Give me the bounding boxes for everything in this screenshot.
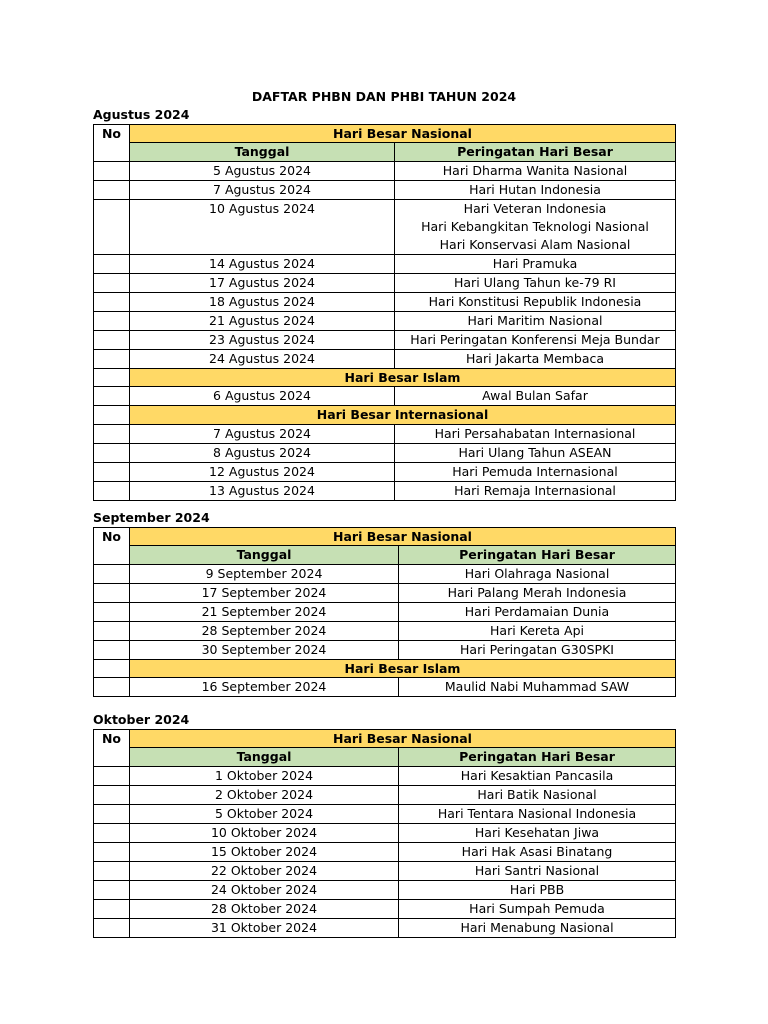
date-cell: 1 Oktober 2024 (130, 766, 399, 785)
event-name: Hari Konstitusi Republik Indonesia (428, 293, 642, 309)
event-cell (399, 678, 676, 697)
date-cell: 24 Agustus 2024 (130, 349, 395, 368)
event-cell (395, 273, 676, 292)
event-column-header: Peringatan Hari Besar (395, 143, 676, 161)
date-cell: 15 Oktober 2024 (130, 842, 399, 861)
event-cell (395, 180, 676, 199)
no-cell (94, 583, 130, 602)
date-cell: 23 Agustus 2024 (130, 330, 395, 349)
no-cell (94, 424, 130, 443)
event-name: Hari PBB (509, 881, 565, 897)
date-cell: 30 September 2024 (130, 640, 399, 659)
month-block-agustus (93, 106, 676, 501)
date-cell: 12 Agustus 2024 (130, 462, 395, 481)
section-header-row (94, 659, 676, 677)
event-cell (395, 349, 676, 368)
date-cell: 22 Oktober 2024 (130, 861, 399, 880)
date-cell: 7 Agustus 2024 (130, 180, 395, 199)
no-cell (94, 621, 130, 640)
date-cell: 7 Agustus 2024 (130, 424, 395, 443)
date-cell: 9 September 2024 (130, 564, 399, 583)
no-cell (94, 254, 130, 273)
month-label: Oktober 2024 (93, 712, 190, 727)
no-cell (94, 602, 130, 621)
table-row (94, 880, 676, 899)
section-title: Hari Besar Internasional (130, 406, 676, 424)
table-row (94, 443, 676, 462)
event-name: Hari Hutan Indonesia (469, 181, 601, 197)
holiday-table (93, 527, 676, 697)
no-cell (94, 659, 130, 677)
no-cell (94, 804, 130, 823)
column-header-row (94, 748, 676, 766)
event-cell (399, 823, 676, 842)
event-name: Hari Peringatan G30SPKI (460, 641, 614, 657)
event-column-header: Peringatan Hari Besar (399, 546, 676, 564)
table-row (94, 387, 676, 406)
no-cell (94, 880, 130, 899)
table-row (94, 462, 676, 481)
table-row (94, 254, 676, 273)
event-name: Hari Batik Nasional (477, 786, 597, 802)
date-cell: 14 Agustus 2024 (130, 254, 395, 273)
table-row (94, 861, 676, 880)
date-cell: 6 Agustus 2024 (130, 387, 395, 406)
event-cell (399, 861, 676, 880)
event-name: Hari Santri Nasional (474, 862, 600, 878)
section-title: Hari Besar Islam (130, 659, 676, 677)
date-cell: 24 Oktober 2024 (130, 880, 399, 899)
no-cell (94, 330, 130, 349)
no-cell (94, 785, 130, 804)
date-cell: 17 Agustus 2024 (130, 273, 395, 292)
date-cell: 21 Agustus 2024 (130, 311, 395, 330)
table-row (94, 199, 676, 254)
date-cell: 13 Agustus 2024 (130, 481, 395, 500)
event-name: Hari Perdamaian Dunia (464, 603, 610, 619)
date-cell: 5 Agustus 2024 (130, 161, 395, 180)
table-row (94, 292, 676, 311)
event-cell (395, 292, 676, 311)
event-name: Hari Remaja Internasional (454, 482, 616, 498)
date-cell: 2 Oktober 2024 (130, 785, 399, 804)
event-cell (395, 481, 676, 500)
event-name: Hari Dharma Wanita Nasional (442, 162, 628, 178)
event-name: Hari Jakarta Membaca (465, 350, 605, 366)
table-row (94, 785, 676, 804)
table-row (94, 311, 676, 330)
event-name: Hari Palang Merah Indonesia (447, 584, 627, 600)
holiday-table (93, 729, 676, 938)
holiday-table (93, 124, 676, 501)
no-cell (94, 640, 130, 659)
no-cell (94, 368, 130, 386)
event-cell (399, 602, 676, 621)
event-name: Hari Ulang Tahun ke-79 RI (454, 274, 616, 290)
no-column-header: No (94, 730, 130, 767)
event-cell (395, 424, 676, 443)
event-cell (399, 564, 676, 583)
document-title: DAFTAR PHBN DAN PHBI TAHUN 2024 (251, 89, 517, 104)
table-row (94, 564, 676, 583)
column-header-row (94, 546, 676, 564)
section-header-row (94, 406, 676, 424)
month-label: Agustus 2024 (93, 107, 190, 122)
table-row (94, 804, 676, 823)
table-row (94, 424, 676, 443)
section-header-row (94, 528, 676, 546)
no-cell (94, 292, 130, 311)
section-title: Hari Besar Nasional (130, 730, 676, 748)
table-row (94, 918, 676, 937)
event-cell (395, 199, 676, 254)
section-header-row (94, 125, 676, 143)
table-row (94, 330, 676, 349)
event-name: Hari Maritim Nasional (467, 312, 603, 328)
no-cell (94, 918, 130, 937)
date-column-header: Tanggal (130, 748, 399, 766)
date-column-header: Tanggal (130, 143, 395, 161)
event-name: Awal Bulan Safar (482, 388, 588, 404)
event-cell (395, 443, 676, 462)
no-cell (94, 462, 130, 481)
event-name: Hari Sumpah Pemuda (469, 900, 605, 916)
table-row (94, 621, 676, 640)
event-cell (395, 387, 676, 406)
date-cell: 18 Agustus 2024 (130, 292, 395, 311)
event-name: Hari Kesaktian Pancasila (460, 767, 614, 783)
event-name: Hari Menabung Nasional (460, 919, 614, 935)
date-cell: 21 September 2024 (130, 602, 399, 621)
event-column-header: Peringatan Hari Besar (399, 748, 676, 766)
event-name: Hari Ulang Tahun ASEAN (458, 444, 612, 460)
section-title: Hari Besar Nasional (130, 125, 676, 143)
event-name: Hari Konservasi Alam Nasional (439, 236, 631, 252)
event-cell (399, 804, 676, 823)
event-cell (399, 766, 676, 785)
column-header-row (94, 143, 676, 161)
event-name: Hari Persahabatan Internasional (434, 425, 636, 441)
event-name: Hari Peringatan Konferensi Meja Bundar (410, 331, 660, 347)
table-row (94, 161, 676, 180)
no-cell (94, 406, 130, 424)
table-row (94, 583, 676, 602)
no-cell (94, 766, 130, 785)
no-cell (94, 199, 130, 254)
event-name: Hari Pemuda Internasional (452, 463, 618, 479)
date-cell: 31 Oktober 2024 (130, 918, 399, 937)
no-cell (94, 387, 130, 406)
table-row (94, 349, 676, 368)
no-cell (94, 180, 130, 199)
no-cell (94, 842, 130, 861)
event-cell (395, 254, 676, 273)
month-block-oktober (93, 711, 676, 938)
event-name: Hari Kebangkitan Teknologi Nasional (421, 218, 649, 234)
no-cell (94, 311, 130, 330)
section-header-row (94, 368, 676, 386)
event-cell (399, 918, 676, 937)
table-row (94, 842, 676, 861)
no-column-header: No (94, 125, 130, 162)
no-cell (94, 899, 130, 918)
table-row (94, 823, 676, 842)
no-cell (94, 823, 130, 842)
event-cell (399, 880, 676, 899)
no-cell (94, 564, 130, 583)
date-cell: 28 September 2024 (130, 621, 399, 640)
event-cell (399, 899, 676, 918)
event-name: Hari Tentara Nasional Indonesia (437, 805, 637, 821)
event-cell (395, 161, 676, 180)
table-row (94, 766, 676, 785)
event-name: Hari Kereta Api (490, 622, 584, 638)
no-cell (94, 678, 130, 697)
event-cell (399, 640, 676, 659)
date-column-header: Tanggal (130, 546, 399, 564)
table-row (94, 678, 676, 697)
event-name: Hari Hak Asasi Binatang (461, 843, 613, 859)
date-cell: 17 September 2024 (130, 583, 399, 602)
no-cell (94, 481, 130, 500)
event-cell (399, 785, 676, 804)
date-cell: 16 September 2024 (130, 678, 399, 697)
event-name: Maulid Nabi Muhammad SAW (444, 679, 630, 695)
table-row (94, 899, 676, 918)
no-cell (94, 443, 130, 462)
event-cell (395, 311, 676, 330)
no-cell (94, 349, 130, 368)
date-cell: 8 Agustus 2024 (130, 443, 395, 462)
event-cell (399, 842, 676, 861)
table-row (94, 180, 676, 199)
event-cell (399, 621, 676, 640)
event-cell (395, 330, 676, 349)
event-cell (395, 462, 676, 481)
no-cell (94, 161, 130, 180)
no-cell (94, 861, 130, 880)
table-row (94, 481, 676, 500)
date-cell: 5 Oktober 2024 (130, 804, 399, 823)
date-cell: 28 Oktober 2024 (130, 899, 399, 918)
section-header-row (94, 730, 676, 748)
event-name: Hari Pramuka (492, 255, 578, 271)
section-title: Hari Besar Nasional (130, 528, 676, 546)
section-title: Hari Besar Islam (130, 368, 676, 386)
date-cell: 10 Oktober 2024 (130, 823, 399, 842)
no-cell (94, 273, 130, 292)
event-name: Hari Kesehatan Jiwa (474, 824, 600, 840)
date-cell: 10 Agustus 2024 (130, 199, 395, 254)
table-row (94, 602, 676, 621)
table-row (94, 273, 676, 292)
event-name: Hari Veteran Indonesia (463, 200, 607, 216)
event-cell (399, 583, 676, 602)
month-block-september (93, 509, 676, 697)
month-label: September 2024 (93, 510, 210, 525)
event-name: Hari Olahraga Nasional (464, 565, 610, 581)
no-column-header: No (94, 528, 130, 565)
table-row (94, 640, 676, 659)
